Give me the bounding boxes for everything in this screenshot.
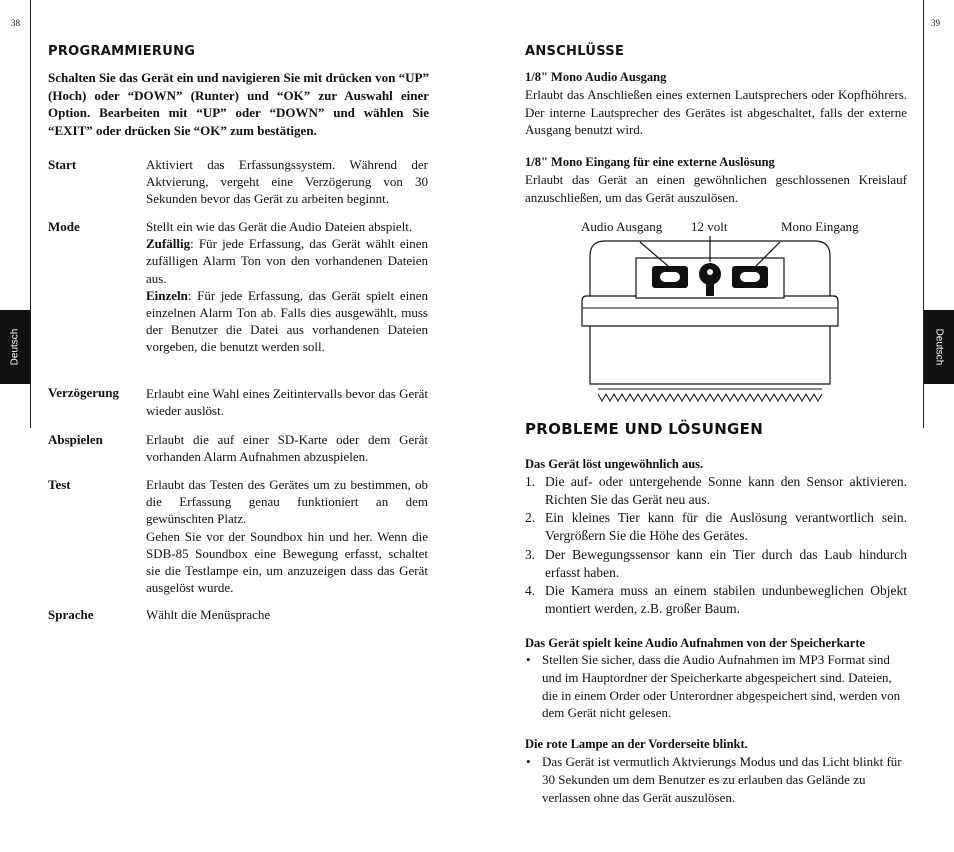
problem-1-title: Das Gerät löst ungewöhnlich aus. <box>525 457 704 471</box>
connector-diagram <box>580 236 840 406</box>
audio-out-title: 1/8" Mono Audio Ausgang <box>525 70 667 84</box>
page-number-left: 38 <box>11 18 20 28</box>
list-item-number: 2. <box>525 510 536 526</box>
desc-mode-text: Stellt ein wie das Gerät die Audio Dateien abspielt. <box>146 219 413 234</box>
list-item <box>525 509 907 545</box>
language-tab-right <box>924 310 954 384</box>
problem-3-list <box>525 753 907 806</box>
page-divider-left <box>30 0 31 428</box>
problem-2-list <box>525 651 907 722</box>
problem-2-title: Das Gerät spielt keine Audio Aufnahmen von der Speicherkarte <box>525 636 866 650</box>
language-tab-left <box>0 310 30 384</box>
term-delay: Verzögerung <box>48 385 120 400</box>
term-mode: Mode <box>48 219 80 234</box>
list-item <box>525 582 907 618</box>
list-item-number: 4. <box>525 583 536 599</box>
term-test: Test <box>48 477 71 492</box>
connections-heading: ANSCHLÜSSE <box>525 44 625 59</box>
list-item <box>525 546 907 582</box>
list-item-number: 1. <box>525 474 536 489</box>
mode-single-label: Einzeln <box>146 287 188 303</box>
language-tab-label: Deutsch <box>933 328 945 366</box>
device-cut-edge <box>598 394 822 401</box>
desc-test <box>146 476 428 596</box>
mode-random-text: : Für jede Erfassung, das Gerät wählt einen zufälligen Alarm Ton von den vorhandenen Dateien aus. <box>146 236 428 286</box>
mono-in-port <box>732 266 768 288</box>
problems-heading: PROBLEME UND LÖSUNGEN <box>525 420 764 438</box>
list-item-text: Die Kamera muss an einem stabilen undunbeweglichen Objekt montiert werden, z.B. großer Baum. <box>545 583 907 617</box>
audio-out-port <box>652 266 688 288</box>
page-number-right: 39 <box>931 18 940 28</box>
mode-random-label: Zufällig <box>146 236 191 252</box>
list-item <box>525 753 907 806</box>
term-playback: Abspielen <box>48 432 103 447</box>
problem-1-list <box>525 473 907 619</box>
term-language: Sprache <box>48 607 94 622</box>
list-item-text: Der Bewegungssensor kann ein Tier durch das Laub hindurch erfasst haben. <box>545 546 907 580</box>
list-item <box>525 473 907 509</box>
desc-test-text: Erlaubt das Testen des Gerätes um zu bestimmen, ob die Erfassung genau funktioniert an dem gewünschten Platz. <box>146 477 428 527</box>
mode-single-text: : Für jede Erfassung, das Gerät spielt einen einzelnen Alarm Ton ab. Falls dies ausgewählt, muss der Benutzer die Datei aus vorhandenen Dateien vorgeben, die benutzt werden soll. <box>146 287 428 355</box>
desc-language-text: Wählt die Menüsprache <box>146 607 271 622</box>
desc-mode-single <box>146 287 428 356</box>
desc-playback-text: Erlaubt die auf einer SD-Karte oder dem Gerät vorhanden Alarm Aufnahmen abzuspielen. <box>146 432 428 465</box>
list-item-number: 3. <box>525 546 536 562</box>
desc-start <box>146 156 428 208</box>
audio-out-text: Erlaubt das Anschließen eines externen Lautsprechers oder Kopfhöhrers. Der interne Lautsprecher des Gerätes ist abgeschaltet, falls der externe Ausgang benutzt wird. <box>525 87 907 137</box>
desc-mode <box>146 218 428 356</box>
programming-heading: PROGRAMMIERUNG <box>48 44 196 59</box>
problem-3-title: Die rote Lampe an der Vorderseite blinkt. <box>525 737 748 751</box>
mono-in-title: 1/8" Mono Eingang für eine externe Auslösung <box>525 155 775 169</box>
label-mono-in: Mono Eingang <box>781 219 859 234</box>
desc-test-text-2: Gehen Sie vor der Soundbox hin und her. Wenn die SDB-85 Soundbox eine Bewegung erfasst, schaltet sie die Testlampe ein, um anzuzeigen dass das Gerät ausgelöst wurde. <box>146 528 428 596</box>
desc-playback <box>146 431 428 465</box>
device-band <box>582 296 838 326</box>
bullet-icon: • <box>526 652 531 667</box>
desc-delay-text: Erlaubt eine Wahl eines Zeitintervalls bevor das Gerät wieder auslöst. <box>146 386 428 419</box>
desc-mode-random <box>146 235 428 287</box>
term-start: Start <box>48 157 77 172</box>
list-item-text: Stellen Sie sicher, dass die Audio Aufnahmen im MP3 Format sind und im Hauptordner der Speicherkarte abgespeichert sind. Dateien, die in einem Order oder Unterordner abgespeichert sind, werden von dem Gerät nicht gelesen. <box>542 652 901 721</box>
mono-in-text: Erlaubt das Gerät an einen gewöhnlichen geschlossenen Kreislauf anzuschließen, um das Gerät auszulösen. <box>525 172 907 205</box>
list-item-text: Ein kleines Tier kann für die Auslösung verantwortlich sein. Vergrößern Sie die Höhe des Gerätes. <box>545 510 907 544</box>
list-item <box>525 651 907 722</box>
label-12-volt: 12 volt <box>691 219 728 234</box>
desc-delay <box>146 385 428 419</box>
programming-intro: Schalten Sie das Gerät ein und navigieren Sie mit drücken von “UP” (Hoch) oder “DOWN” (Runter) und “OK” zur Auswahl einer Option. Bearbeiten mit “UP” oder “DOWN” und wählen Sie “EXIT” oder drücken Sie “OK” zum bestätigen. <box>48 70 429 138</box>
desc-language <box>146 606 428 623</box>
bullet-icon: • <box>526 754 531 769</box>
list-item-text: Die auf- oder untergehende Sonne kann den Sensor aktivieren. Richten Sie das Gerät neu aus. <box>545 474 907 507</box>
language-tab-label: Deutsch <box>9 328 21 366</box>
device-lower-body <box>590 326 830 384</box>
label-audio-out: Audio Ausgang <box>581 219 663 234</box>
desc-start-text: Aktiviert das Erfassungssystem. Während der Aktvierung, vergeht eine Verzögerung von 30 Sekunden bevor das Gerät zu arbeiten beginnt. <box>146 157 428 207</box>
list-item-text: Das Gerät ist vermutlich Aktvierungs Modus und das Licht blinkt für 30 Sekunden um dem Benutzer es zu erlauben das Gelände zu verlassen ohne das Gerät auszulösen. <box>542 754 902 805</box>
